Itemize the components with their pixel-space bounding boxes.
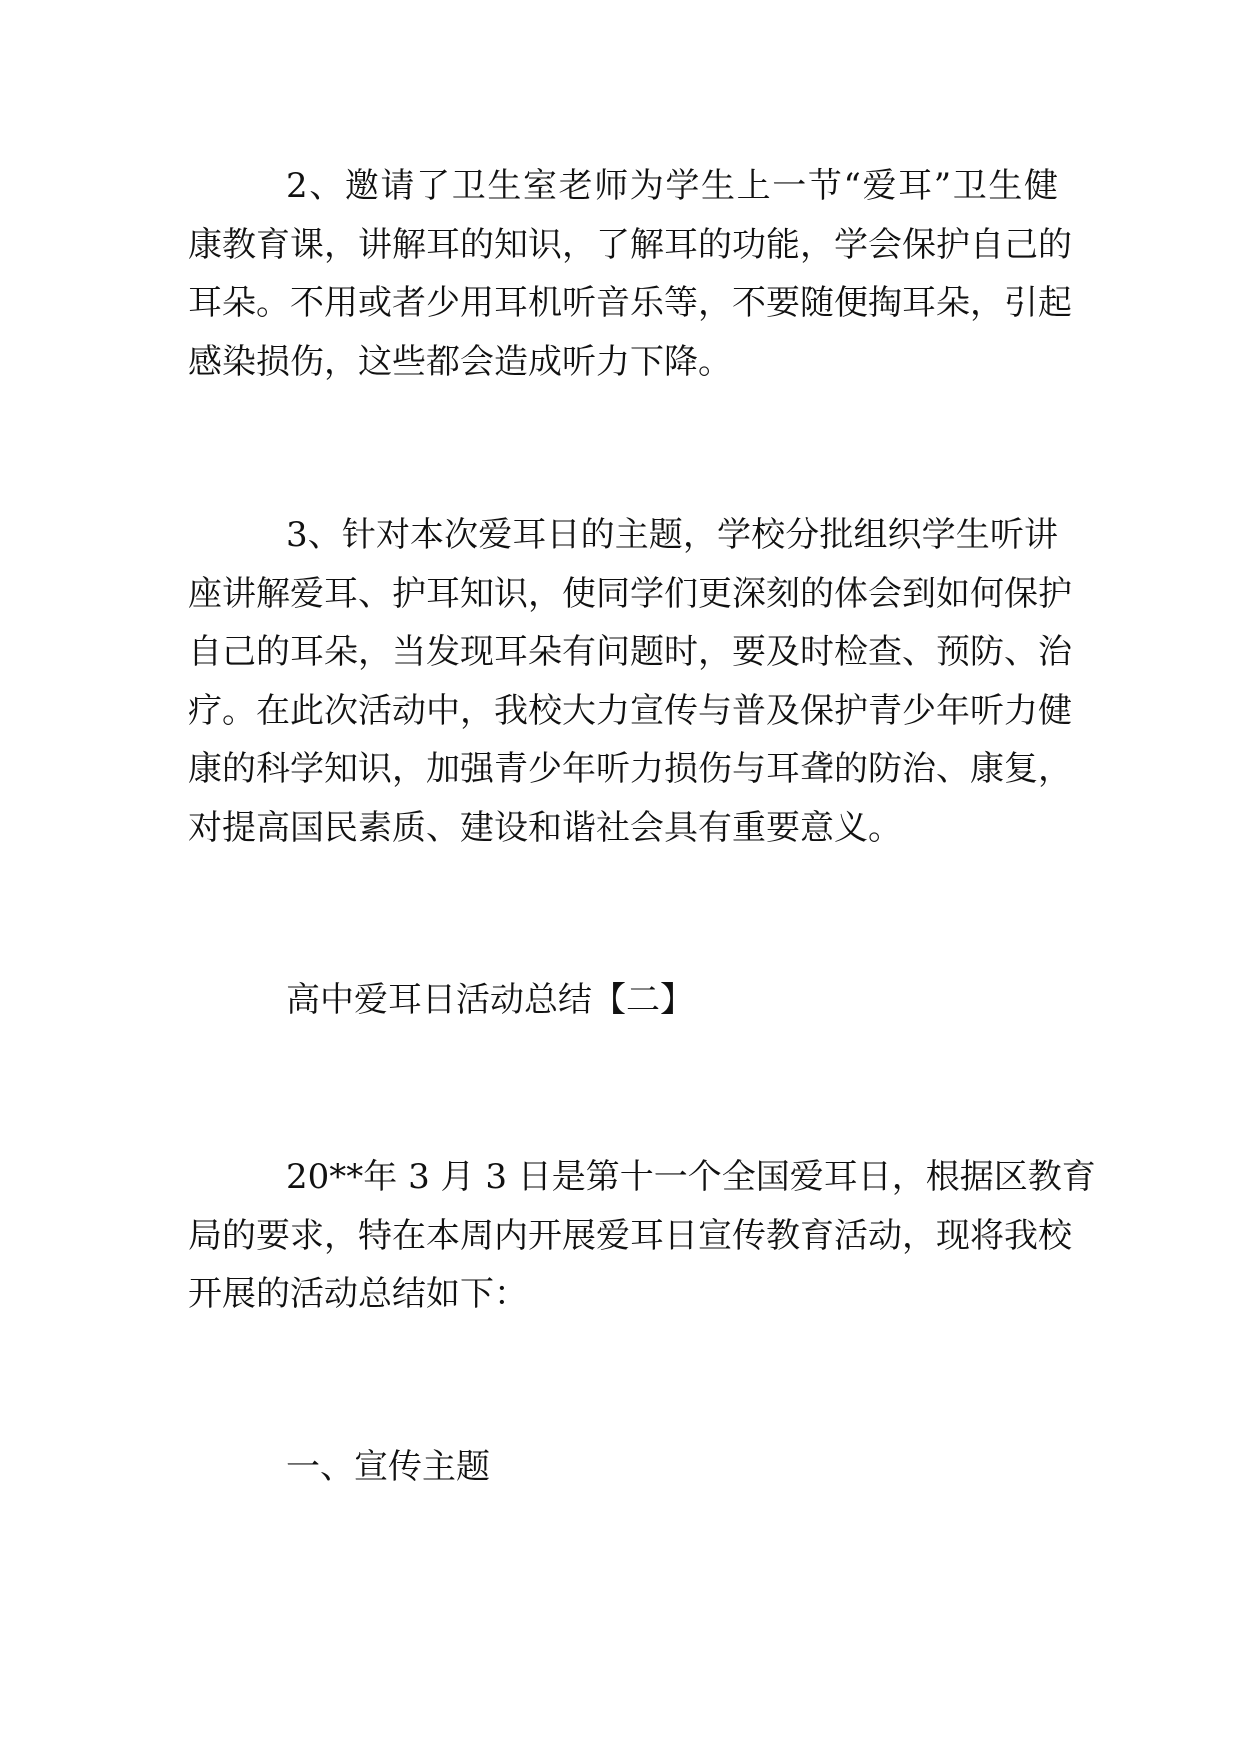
paragraph-line: 自己的耳朵，当发现耳朵有问题时，要及时检查、预防、治 [188,632,1072,672]
paragraph-lecture-organization [188,506,1072,857]
paragraph-intro-ear-day [188,1148,1096,1324]
paragraph-line: 对提高国民素质、建设和谐社会具有重要意义。 [188,807,902,848]
paragraph-line: 2、邀请了卫生室老师为学生上一节“爱耳”卫生健 [286,166,1058,206]
paragraph-line: 感染损伤，这些都会造成听力下降。 [188,341,732,382]
paragraph-line: 3、针对本次爱耳日的主题，学校分批组织学生听讲 [286,515,1058,555]
paragraph-invited-health-teacher [188,157,1072,391]
paragraph-line: 康的科学知识，加强青少年听力损伤与耳聋的防治、康复， [188,749,1072,789]
paragraph-line: 疗。在此次活动中，我校大力宣传与普及保护青少年听力健 [188,690,1072,731]
section-title-publicity-theme [188,1438,1058,1497]
paragraph-line: 20**年 3 月 3 日是第十一个全国爱耳日，根据区教育 [286,1157,1096,1197]
paragraph-line: 座讲解爱耳、护耳知识，使同学们更深刻的体会到如何保护 [188,573,1072,614]
paragraph-line: 康教育课，讲解耳的知识，了解耳的功能，学会保护自己的 [188,224,1072,265]
paragraph-line: 局的要求，特在本周内开展爱耳日宣传教育活动，现将我校 [188,1215,1072,1256]
section-title-text: 一、宣传主题 [286,1447,490,1487]
paragraph-line: 开展的活动总结如下： [188,1274,528,1314]
heading-text: 高中爱耳日活动总结【二】 [286,980,694,1020]
section-heading-summary-two [188,971,1058,1030]
paragraph-line: 耳朵。不用或者少用耳机听音乐等，不要随便掏耳朵，引起 [188,283,1072,323]
